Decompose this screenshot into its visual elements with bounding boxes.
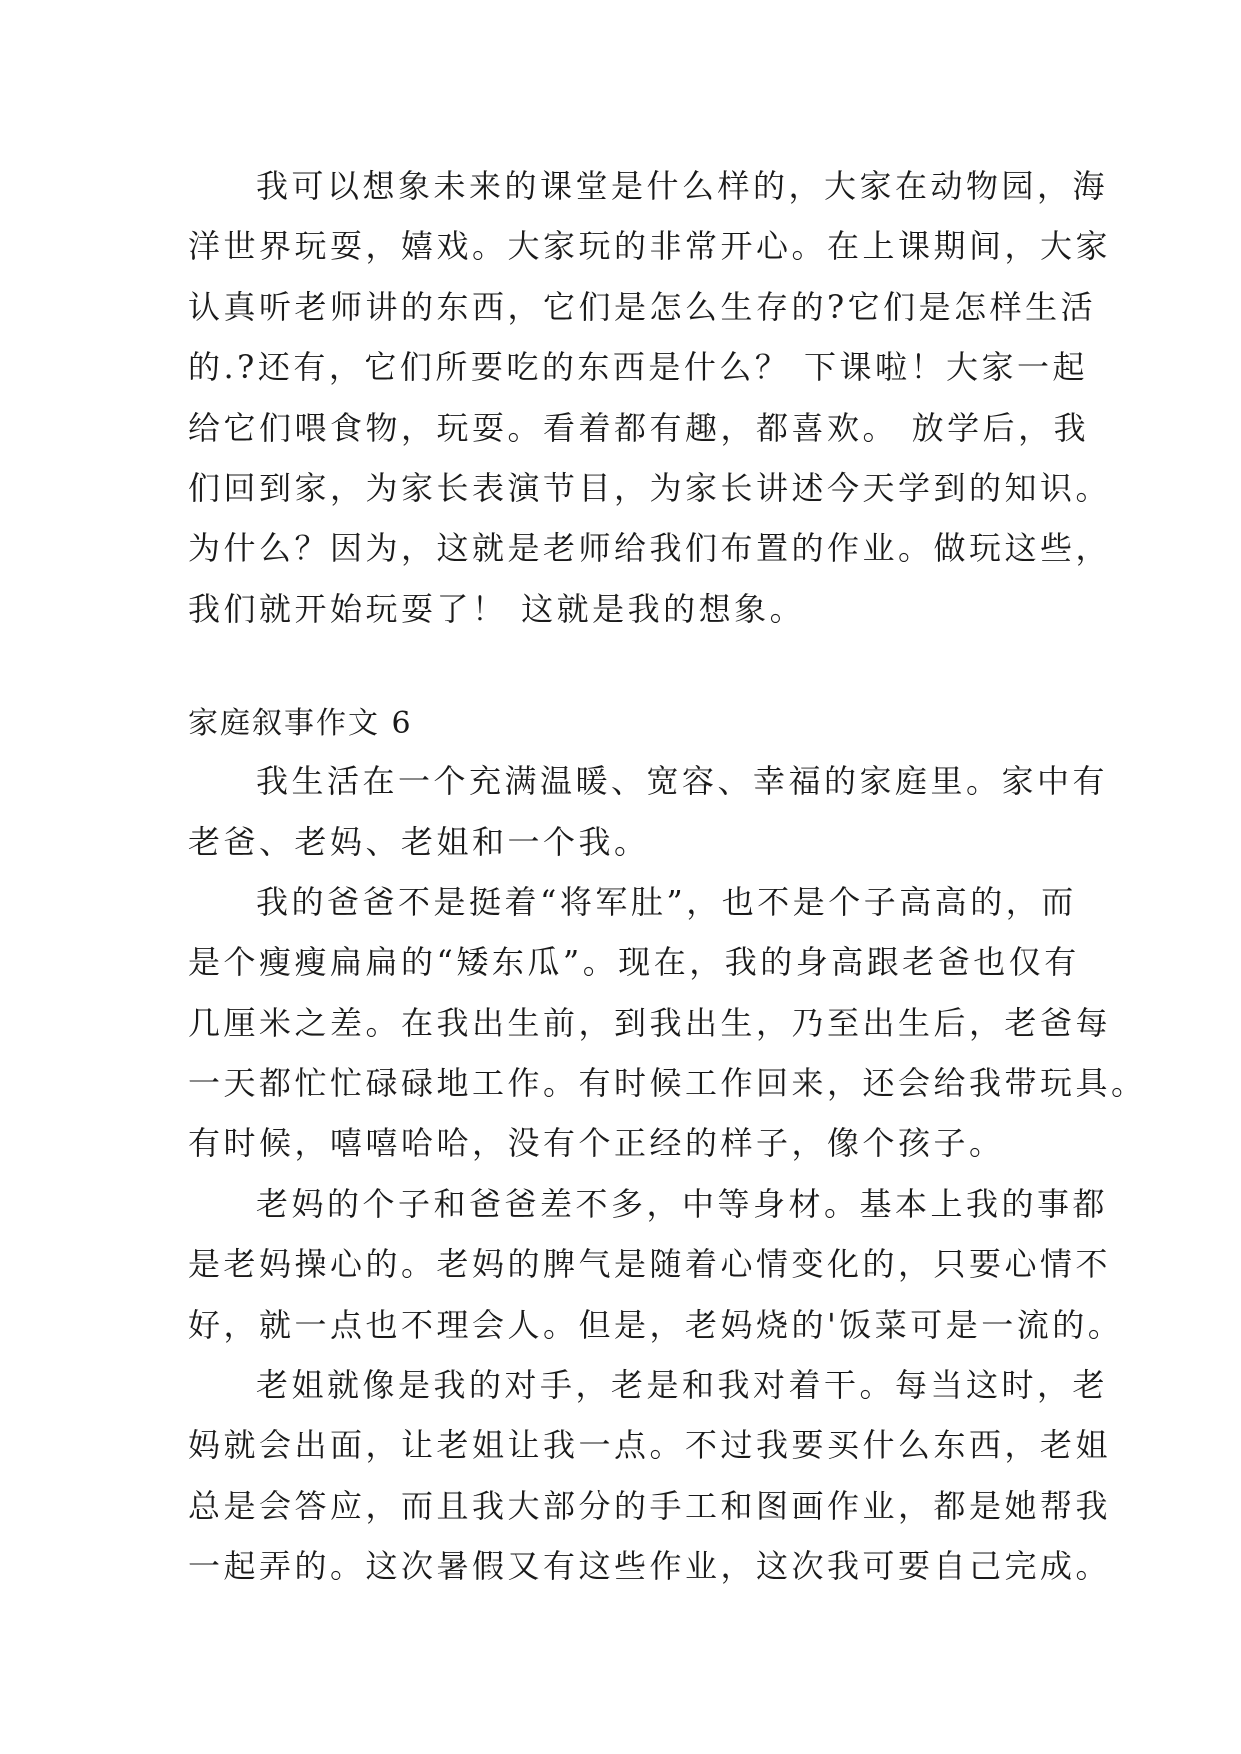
text-line: 为什么？因为，这就是老师给我们布置的作业。做玩这些， xyxy=(188,529,1112,568)
text-line: 给它们喂食物，玩耍。看着都有趣，都喜欢。 放学后，我 xyxy=(188,408,1090,447)
text-line: 我可以想象未来的课堂是什么样的，大家在动物园，海 xyxy=(256,167,1109,205)
text-line: 认真听老师讲的东西，它们是怎么生存的?它们是怎样生活 xyxy=(188,287,1097,326)
text-line: 好，就一点也不理会人。但是，老妈烧的'饭菜可是一流的。 xyxy=(188,1305,1124,1344)
text-line: 老爸、老妈、老姐和一个我。 xyxy=(188,822,650,861)
text-line: 有时候，嘻嘻哈哈，没有个正经的样子，像个孩子。 xyxy=(188,1124,1005,1163)
text-line: 我的爸爸不是挺着“将军肚”，也不是个子高高的，而 xyxy=(256,882,1077,921)
essay-paragraph-dad xyxy=(188,872,1147,1174)
previous-essay-paragraph xyxy=(188,156,1112,639)
text-line: 一起弄的。这次暑假又有这些作业，这次我可要自己完成。 xyxy=(188,1547,1112,1586)
section-spacer xyxy=(188,639,1068,697)
text-line: 老妈的个子和爸爸差不多，中等身材。基本上我的事都 xyxy=(256,1184,1109,1223)
text-line: 总是会答应，而且我大部分的手工和图画作业，都是她帮我 xyxy=(188,1486,1112,1525)
text-line: 们回到家，为家长表演节目，为家长讲述今天学到的知识。 xyxy=(188,468,1112,507)
essay-paragraph-family xyxy=(188,751,1109,872)
text-line: 一天都忙忙碌碌地工作。有时候工作回来，还会给我带玩具。 xyxy=(188,1064,1147,1103)
text-line: 妈就会出面，让老姐让我一点。不过我要买什么东西，老姐 xyxy=(188,1426,1112,1465)
text-line: 是老妈操心的。老妈的脾气是随着心情变化的，只要心情不 xyxy=(188,1245,1112,1284)
text-line: 我们就开始玩耍了！ 这就是我的想象。 xyxy=(188,589,806,628)
section-title: 家庭叙事作文 6 xyxy=(188,706,413,742)
text-line: 几厘米之差。在我出生前，到我出生，乃至出生后，老爸每 xyxy=(188,1003,1112,1042)
essay-paragraph-sister xyxy=(188,1355,1112,1597)
document-page xyxy=(188,156,1147,1597)
essay-paragraph-mom xyxy=(188,1174,1124,1355)
text-line: 洋世界玩耍，嬉戏。大家玩的非常开心。在上课期间，大家 xyxy=(188,227,1112,266)
text-line: 我生活在一个充满温暖、宽容、幸福的家庭里。家中有 xyxy=(256,762,1109,801)
text-line: 是个瘦瘦扁扁的“矮东瓜”。现在，我的身高跟老爸也仅有 xyxy=(188,943,1080,982)
text-line: 老姐就像是我的对手，老是和我对着干。每当这时，老 xyxy=(256,1366,1109,1405)
text-line: 的.?还有，它们所要吃的东西是什么？ 下课啦！大家一起 xyxy=(188,348,1089,387)
